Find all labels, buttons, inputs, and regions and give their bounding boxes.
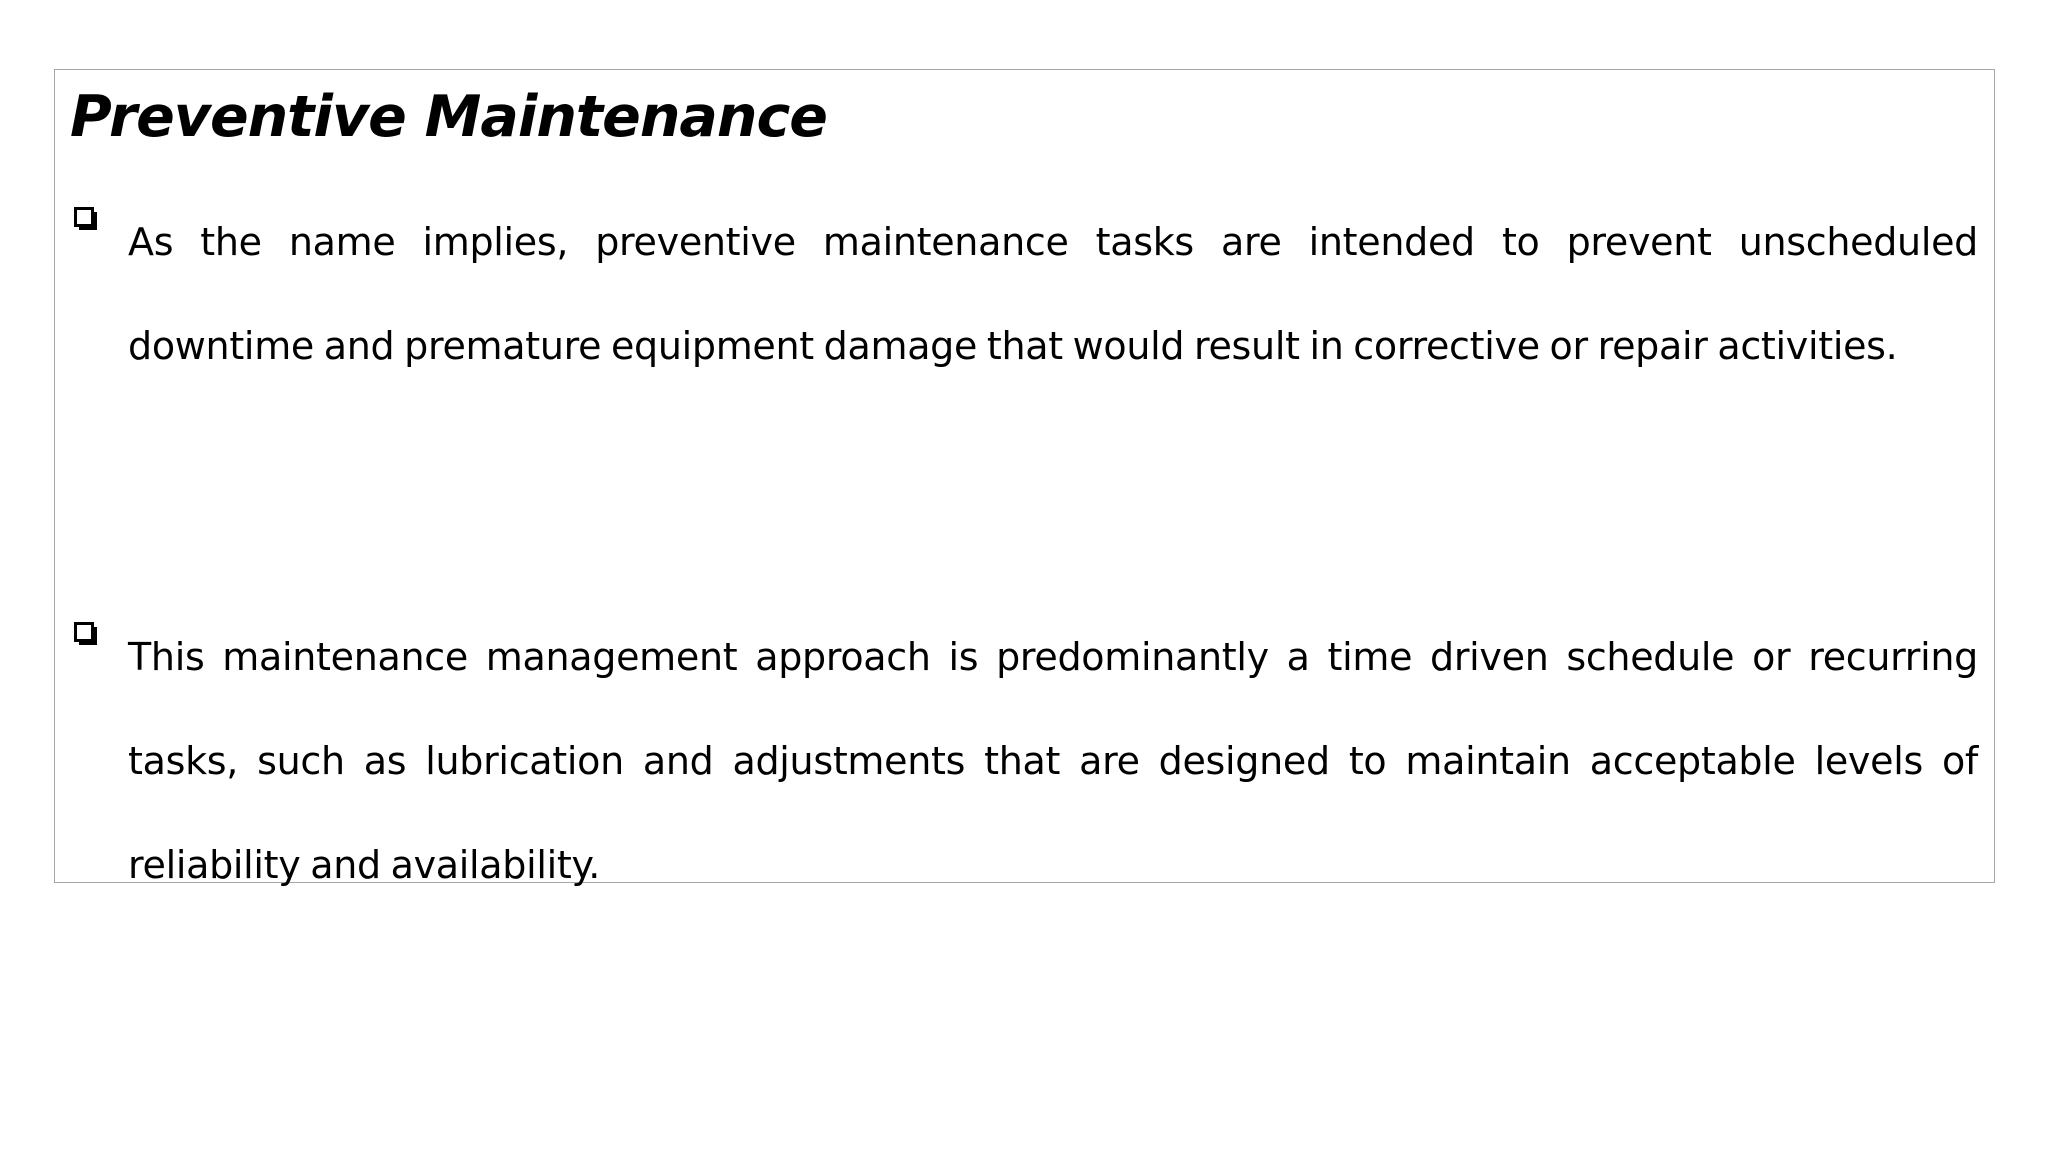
hollow-square-bullet-icon [74, 622, 98, 646]
bullet-item [70, 190, 1978, 398]
bullet-text: As the name implies, preventive maintenance tasks are intended to prevent unscheduled downtime and premature equipment damage that would result in corrective or repair activities. [128, 220, 1978, 368]
hollow-square-bullet-icon [74, 207, 98, 231]
slide-title: Preventive Maintenance [70, 84, 827, 150]
bullet-item [70, 605, 1978, 917]
bullet-text: This maintenance management approach is predominantly a time driven schedule or recurring tasks, such as lubrication and adjustments that are designed to maintain acceptable levels of reliability and availability. [128, 635, 1978, 887]
